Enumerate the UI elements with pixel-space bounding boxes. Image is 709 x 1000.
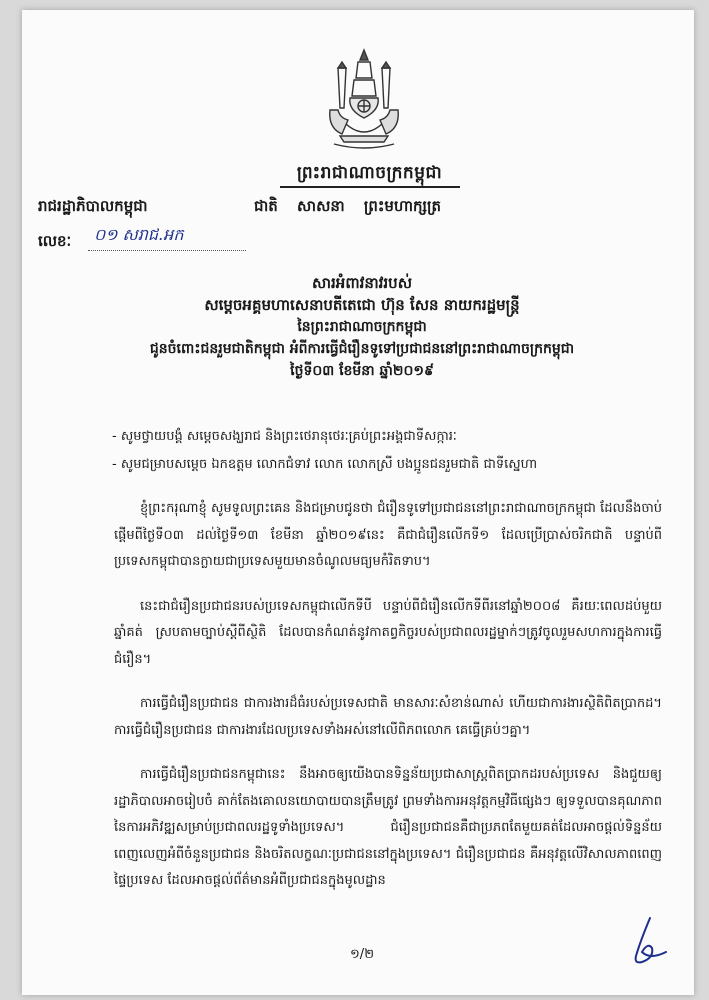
page-number: ១/២ bbox=[349, 947, 375, 962]
paragraph-2: នេះជាជំរឿនប្រជាជនរបស់ប្រទេសកម្ពុជាលើកទីបី បន្ទាប់ពីជំរឿនលើកទីពីរនៅឆ្នាំ២០០៨ គឺរយៈពេលដប់មួយឆ្នាំគត់ ស្របតាមច្បាប់ស្តីពីស្ថិតិ ដែលបានកំណត់នូវកាតព្វកិច្ចរបស់ប្រជាពលរដ្ឋម្នាក់ៗត្រូវចូលរួមសហការក្នុងការធ្វើជំរឿន។ bbox=[114, 598, 662, 667]
signature-initial-icon bbox=[620, 912, 680, 972]
message-title bbox=[82, 272, 642, 382]
document-page bbox=[22, 10, 694, 995]
title-line-3: នៃព្រះរាជាណាចក្រកម្ពុជា bbox=[297, 319, 427, 335]
title-date: ថ្ងៃទី០៣ ខែមីនា ឆ្នាំ២០១៩ bbox=[290, 363, 434, 379]
title-line-1: សារអំពាវនាវរបស់ bbox=[312, 274, 412, 292]
reference-label: លេខៈ bbox=[38, 232, 72, 250]
paragraph-1: ខ្ញុំព្រះករុណាខ្ញុំ សូមទូលព្រះគេន និងជម្រាបជូនថា ជំរឿនទូទៅប្រជាជននៅព្រះរាជាណាចក្រកម្ពុជា ដែលនឹងចាប់ផ្តើមពីថ្ងៃទី០៣ ដល់ថ្ងៃទី១៣ ខែមីនា ឆ្នាំ២០១៩នេះ គឺជាជំរឿនលើកទី១ ដែលប្រើប្រាស់ចរិកជាតិ បន្ទាប់ពីប្រទេសកម្ពុជាបានក្លាយជាប្រទេសមួយមានចំណូលមធ្យមកំរិតទាប។ bbox=[114, 501, 662, 569]
greetings-list bbox=[112, 423, 672, 479]
greeting-citizens: - សូមជម្រាបសម្តេច ឯកឧត្តម លោកជំទាវ លោក លោកស្រី បងប្អូនជនរួមជាតិ ជាទីស្នេហា bbox=[112, 457, 538, 472]
paragraph-4: ការធ្វើជំរឿនប្រជាជនកម្ពុជានេះ នឹងអាចឲ្យយើងបានទិន្នន័យប្រជាសាស្ត្រពិតប្រាកដរបស់ប្រទេស និងជួយឲ្យរដ្ឋាភិបាលអាចរៀបចំ គាក់តែងគោលនយោបាយបានត្រឹមត្រូវ ព្រមទាំងការអនុវត្តកម្មវិធីផ្សេងៗ ឲ្យទទួលបានគុណភាពនៃការអភិវឌ្ឍសម្រាប់ប្រជាពលរដ្ឋទូទាំងប្រទេស។ ជំរឿនប្រជាជនគឺជាប្រភពតែមួយគត់ដែលអាចផ្តល់ទិន្នន័យពេញលេញអំពីចំនួនប្រជាជន និងចរិតលក្ខណៈប្រជាជននៅក្នុងប្រទេស។ ជំរឿនប្រជាជន គឺអនុវត្តលើវិសាលភាពពេញផ្ទៃប្រទេស ដែលអាចផ្តល់ព័ត៌មានអំពីប្រជាជនក្នុងមូលដ្ឋាន bbox=[114, 767, 662, 888]
paragraph-3: ការធ្វើជំរឿនប្រជាជន ជាការងារដ៏ធំរបស់ប្រទេសជាតិ មានសារៈសំខាន់ណាស់ ហើយជាការងារស្ថិតិពិតប្រាកដ។ ការធ្វើជំរឿនប្រជាជន ជាការងារដែលប្រទេសទាំងអស់នៅលើពិភពលោក គេធ្វើគ្រប់ៗគ្នា។ bbox=[114, 696, 662, 738]
national-motto: ជាតិ សាសនា ព្រះមហាក្សត្រ bbox=[254, 197, 441, 215]
message-body bbox=[114, 496, 662, 913]
greeting-monks: - សូមថ្វាយបង្គំ សម្តេចសង្ឃរាជ និងព្រះថេរានុថេរៈគ្រប់ព្រះអង្គជាទីសក្ការៈ bbox=[112, 429, 457, 444]
kingdom-underline bbox=[280, 186, 460, 188]
royal-coat-of-arms-icon bbox=[320, 48, 408, 154]
reference-number: ០១ សរាជ.អក bbox=[88, 224, 246, 251]
kingdom-heading: ព្រះរាជាណាចក្រកម្ពុជា bbox=[296, 163, 443, 183]
title-line-4: ជូនចំពោះជនរួមជាតិកម្ពុជា អំពីការធ្វើជំរឿនទូទៅប្រជាជននៅព្រះរាជាណាចក្រកម្ពុជា bbox=[149, 341, 575, 357]
government-name: រាជរដ្ឋាភិបាលកម្ពុជា bbox=[38, 197, 148, 215]
title-line-2: សម្តេចអគ្គមហាសេនាបតីតេជោ ហ៊ុន សែន នាយករដ្ឋមន្ត្រី bbox=[204, 296, 520, 314]
